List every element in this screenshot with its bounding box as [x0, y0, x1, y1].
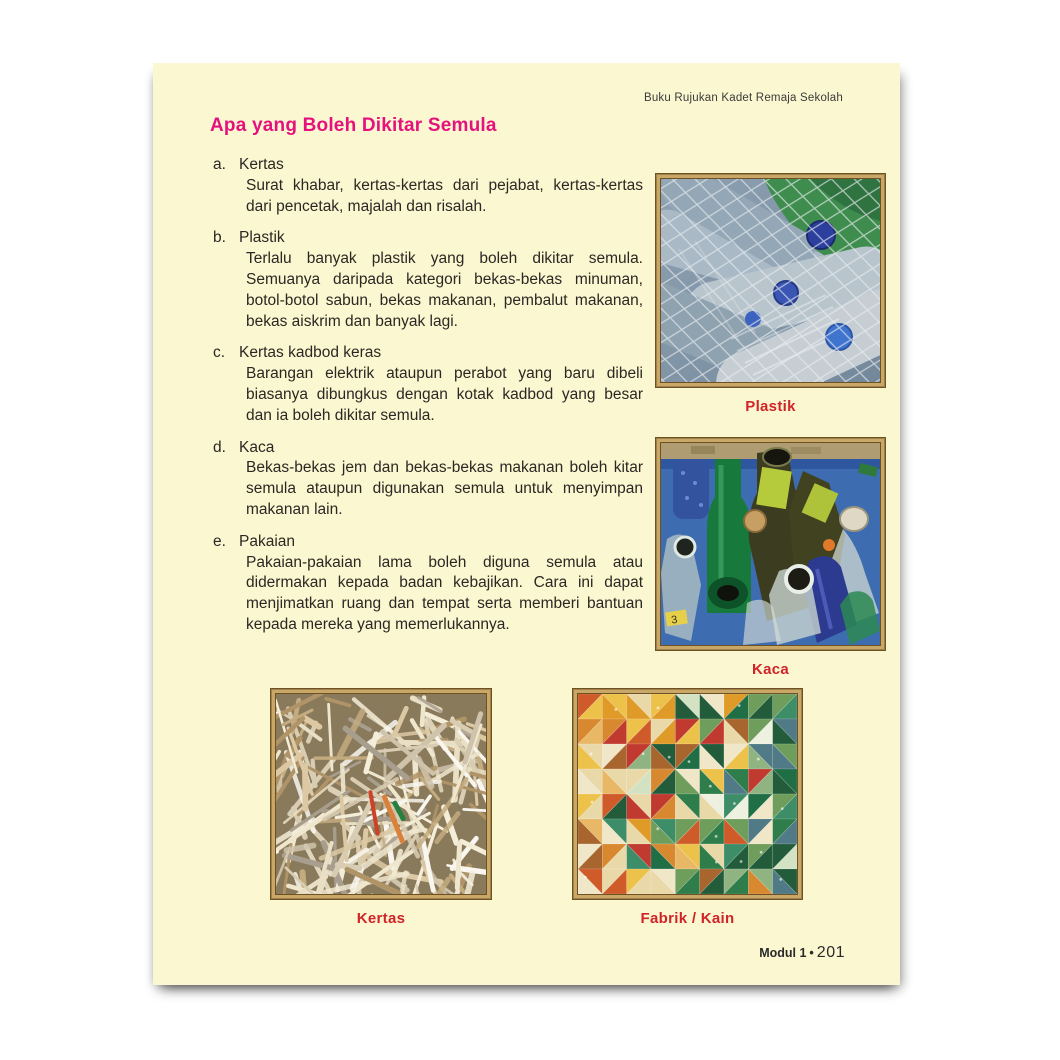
list-item-description: Pakaian-pakaian lama boleh diguna semula atau didermakan kepada badan kebajikan. Cara ini dapat menjimatkan ruang dan tempat serta memberi bantuan kepada mereka yang memerlukannya. [246, 553, 643, 633]
plastik-photo [660, 178, 881, 383]
figure-kaca [655, 437, 886, 679]
figure-caption-fabrik: Fabrik / Kain [640, 910, 735, 927]
kaca-photo [660, 442, 881, 646]
figure-plastik [655, 173, 886, 416]
list-item-heading [213, 438, 643, 459]
figure-caption-plastik: Plastik [745, 398, 796, 415]
figure-fabrik [572, 688, 803, 928]
list-item-letter: b. [213, 229, 226, 247]
list-item-title: Pakaian [239, 532, 296, 550]
recyclables-list [213, 155, 643, 647]
list-item-heading [213, 155, 643, 176]
list-item-title: Kertas kadbod keras [239, 344, 382, 362]
list-item-letter: d. [213, 438, 226, 456]
kertas-photo-frame [270, 688, 492, 900]
list-item-heading [213, 532, 643, 553]
list-item-letter: c. [213, 344, 226, 362]
footer-module-label: Modul 1 [759, 946, 807, 960]
list-item-letter: a. [213, 156, 226, 173]
footer-page-number: 201 [816, 944, 845, 961]
fabrik-photo-frame [572, 688, 803, 900]
page-footer [759, 944, 845, 962]
page-title: Apa yang Boleh Dikitar Semula [210, 115, 497, 136]
list-item-description: Bekas-bekas jem dan bekas-bekas makanan boleh kitar semula ataupun digunakan semula untuk menyimpan makanan lain. [246, 459, 643, 518]
list-item-heading [213, 228, 643, 249]
list-item-heading [213, 343, 643, 364]
plastik-photo-frame [655, 173, 886, 388]
running-header: Buku Rujukan Kadet Remaja Sekolah [643, 92, 843, 104]
kertas-photo [275, 693, 487, 895]
list-item-letter: e. [213, 532, 226, 550]
list-item-title: Plastik [239, 229, 285, 247]
figure-caption-kaca: Kaca [751, 661, 790, 678]
kaca-photo-frame [655, 437, 886, 651]
fabrik-photo [577, 693, 798, 895]
list-item-kertas [213, 155, 643, 217]
footer-separator: • [809, 946, 814, 960]
svg-text:3: 3 [670, 613, 679, 627]
list-item-description: Surat khabar, kertas-kertas dari pejabat, kertas-kertas dari pencetak, majalah dan risalah. [246, 176, 643, 215]
list-item-description: Terlalu banyak plastik yang boleh dikitar semula. Semuanya daripada kategori bekas-bekas minuman, botol-botol sabun, bekas makanan, pembalut makanan, bekas aiskrim dan banyak lagi. [246, 250, 643, 330]
list-item-title: Kaca [239, 438, 275, 456]
list-item-title: Kertas [239, 156, 284, 173]
list-item-plastik [213, 228, 643, 332]
book-page [153, 63, 900, 985]
figure-kertas [270, 688, 492, 928]
figure-caption-kertas: Kertas [356, 910, 406, 927]
list-item-kaca [213, 438, 643, 521]
list-item-description: Barangan elektrik ataupun perabot yang baru dibeli biasanya dibungkus dengan kotak kadbod yang besar dan ia boleh dikitar semula. [246, 365, 643, 424]
list-item-kadbod [213, 343, 643, 426]
list-item-pakaian [213, 532, 643, 636]
